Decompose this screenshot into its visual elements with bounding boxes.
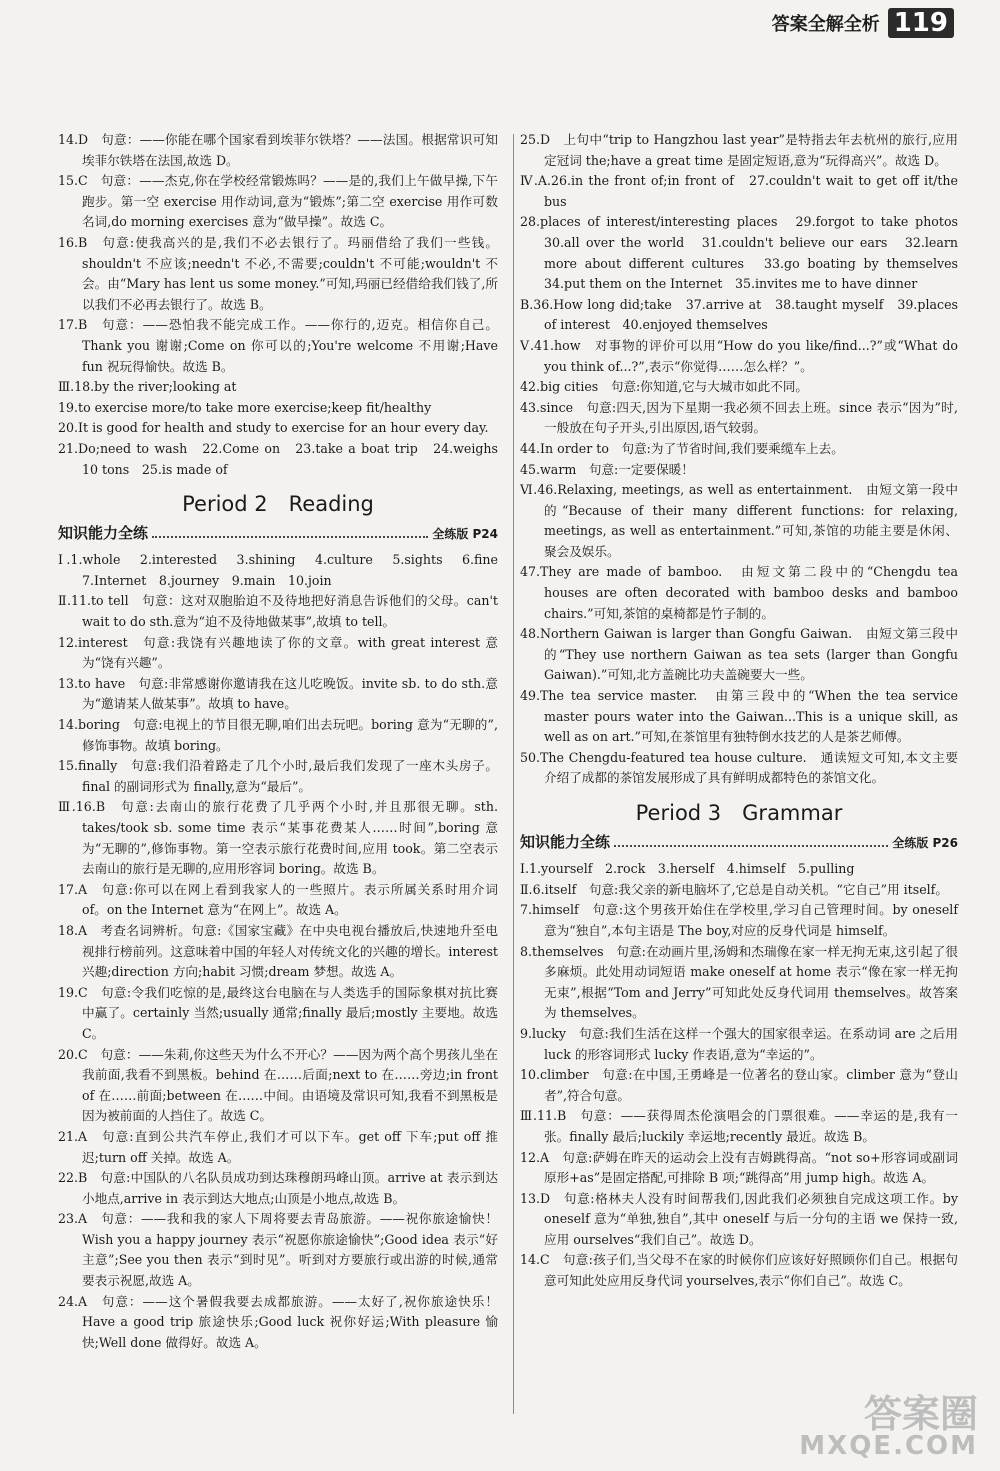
watermark-url: MXQE.COM (799, 1431, 978, 1461)
answer-entry: 44.In order to 句意:为了节省时间,我们要乘缆车上去。 (520, 440, 844, 456)
answer-entry: 14.boring 句意:电视上的节目很无聊,咱们出去玩吧。boring 意为“无聊的”,修饰事物。故填 boring。 (58, 717, 498, 753)
answer-entry: 21.A 句意:直到公共汽车停止,我们才可以下车。get off 下车;put off 推迟;turn off 关掉。故选 A。 (58, 1128, 498, 1165)
period-3-title: Period 3 Grammar (635, 801, 843, 825)
answer-entry: 42.big cities 句意:你知道,它与大城市如此不同。 (520, 379, 809, 395)
answer-entry: 17.A 句意:你可以在网上看到我家人的一些照片。表示所属关系时用介词 of。on the Internet 意为“在网上”。故选 A。 (58, 881, 498, 918)
answer-entry: Ⅱ.6.itself 句意:我父亲的新电脑坏了,它总是自动关机。“它自己”用 itself。 (520, 881, 948, 897)
answer-entry: Ⅵ.46.Relaxing, meetings, as well as entertainment. 由短文第一段中的“Because of their many different functions: for relaxing, meetings, as well as entertainment.”可知,茶馆的功能主要是休闲、聚会及娱乐。 (520, 482, 958, 559)
answer-entry: 28.places of interest/interesting places 29.forgot to take photos 30.all over the world 31.couldn't believe our ears 32.learn more about different cultures 33.go boating by themselves 34.put them on the Internet 35.invites me to have dinner (520, 214, 971, 292)
answer-entry: 48.Northern Gaiwan is larger than Gongfu Gaiwan. 由短文第三段中的“They use northern Gaiwan as tea sets (larger than Gongfu Gaiwan).”可知,北方盖碗比功夫盖碗要大一些。 (520, 626, 958, 683)
answer-entry: Ⅴ.41.how 对事物的评价可以用“How do you like/find...?”或“What do you think of...?”,表示“你觉得……怎么样？”。 (520, 337, 958, 374)
answer-entry: 18.A 考查名词辨析。句意:《国家宝藏》在中央电视台播放后,快速地升至电视排行榜前列。这意味着中国的年轻人对传统文化的兴趣的增长。interest 兴趣;direction 方向;habit 习惯;dream 梦想。故选 A。 (58, 922, 498, 980)
answer-entry: 10.climber 句意:在中国,王勇峰是一位著名的登山家。climber 意为“登山者”,符合句意。 (520, 1067, 958, 1103)
dotted-leader (614, 845, 888, 847)
answer-entry: 12.interest 句意:我饶有兴趣地读了你的文章。with great interest 意为“饶有兴趣”。 (58, 634, 498, 671)
watermark-logo (799, 1392, 978, 1461)
answer-entry: 19.to exercise more/to take more exercise;keep fit/healthy (58, 399, 432, 415)
period-2-title: Period 2 Reading (182, 492, 374, 517)
header-title: 答案全解全析 (771, 14, 880, 35)
answer-entry: 14.D 句意：——你能在哪个国家看到埃菲尔铁塔？——法国。根据常识可知埃菲尔铁塔在法国,故选 D。 (58, 132, 498, 168)
section-header-right (520, 832, 958, 854)
answer-entry: Ⅲ.11.B 句意：——获得周杰伦演唱会的门票很难。——幸运的是,我有一张。finally 最后;luckily 幸运地;recently 最近。故选 B。 (520, 1108, 958, 1144)
watermark-text: 答案圈 (863, 1392, 978, 1436)
section-title: 知识能力全练 (58, 523, 149, 542)
answer-entry: 20.It is good for health and study to exercise for an hour every day. (58, 420, 489, 436)
answer-entry: Ⅲ.16.B 句意:去南山的旅行花费了几乎两个小时,并且那很无聊。sth. takes/took sb. some time 表示“某事花费某人……时间”,boring 意为“无聊的”,修饰事物。第一空表示旅行花费时间,应用 took。第二空表示去南山的旅行是无聊的,应用形容词 boring。故选 B。 (58, 799, 498, 877)
answer-entry: 20.C 句意：——朱莉,你这些天为什么不开心？——因为两个高个男孩儿坐在我前面,我看不到黑板。behind 在……后面;next to 在……旁边;in front of 在……前面;between 在……中间。由语境及常识可知,我看不到黑板是因为被前面的人挡住了。故选 C。 (58, 1046, 498, 1124)
answer-entry: Ⅰ.1.whole 2.interested 3.shining 4.culture 5.sights 6.fine 7.Internet 8.journey 9.main 10.join (58, 552, 511, 588)
answer-entry: B.36.How long did;take 37.arrive at 38.taught myself 39.places of interest 40.enjoyed themselves (520, 296, 958, 333)
answer-entry: 16.B 句意:使我高兴的是,我们不必去银行了。玛丽借给了我们一些钱。shouldn't 不应该;needn't 不必,不需要;couldn't 不可能;wouldn't 不会。由“Mary has lent us some money.”可知,玛丽已经借给我们钱了,所以我们不必再去银行了。故选 B。 (58, 234, 498, 312)
answer-entry: 13.to have 句意:非常感谢你邀请我在这儿吃晚饭。invite sb. to do sth.意为“邀请某人做某事”。故填 to have。 (58, 675, 498, 712)
answer-entry: 24.A 句意：——这个暑假我要去成都旅游。——太好了,祝你旅途快乐！Have a good trip 旅途快乐;Good luck 祝你好运;With pleasure 愉快;Well done 做得好。故选 A。 (58, 1293, 498, 1350)
page-header (772, 8, 954, 38)
answer-entry: 9.lucky 句意:我们生活在这样一个强大的国家很幸运。在系动词 are 之后用 luck 的形容词形式 lucky 作表语,意为“幸运的”。 (520, 1025, 958, 1062)
dotted-leader (152, 536, 428, 538)
answer-entry: 25.D 上句中“trip to Hangzhou last year”是特指去年去杭州的旅行,应用定冠词 the;have a great time 是固定短语,意为“玩得高兴”。故选 D。 (520, 132, 958, 168)
answer-entry: 12.A 句意:萨姆在昨天的运动会上没有吉姆跳得高。“not so+形容词或副词原形+as”是固定搭配,可排除 B 项;“跳得高”用 jump high。故选 A。 (520, 1149, 958, 1186)
answer-entry: 50.The Chengdu-featured tea house culture. 通读短文可知,本文主要介绍了成都的茶馆发展形成了具有鲜明成都特色的茶馆文化。 (520, 749, 958, 786)
answer-entry: Ⅲ.18.by the river;looking at (58, 379, 237, 395)
answer-entry: 43.since 句意:四天,因为下星期一我必须不回去上班。since 表示“因为”时,一般放在句子开头,引出原因,语气较弱。 (520, 399, 958, 436)
answer-entry: 45.warm 句意:一定要保暖！ (520, 461, 694, 477)
section-ref: 全练版 P24 (432, 526, 498, 541)
section-ref: 全练版 P26 (892, 835, 958, 850)
answer-entry: 22.B 句意:中国队的八名队员成功到达珠穆朗玛峰山顶。arrive at 表示到达小地点,arrive in 表示到达大地点;山顶是小地点,故选 B。 (58, 1170, 498, 1206)
answer-entry: 7.himself 句意:这个男孩开始住在学校里,学习自己管理时间。by oneself 意为“独自”,本句主语是 The boy,对应的反身代词是 himself。 (520, 902, 958, 938)
answer-entry: Ⅱ.11.to tell 句意：这对双胞胎迫不及待地把好消息告诉他们的父母。can't wait to do sth.意为“迫不及待地做某事”,故填 to tell。 (58, 593, 498, 630)
answer-entry: Ⅳ.A.26.in the front of;in front of 27.couldn't wait to get off it/the bus (520, 173, 958, 209)
answer-entry: 17.B 句意：——恐怕我不能完成工作。——你行的,迈克。相信你自己。Thank you 谢谢;Come on 你可以的;You're welcome 不用谢;Have fun 祝玩得愉快。故选 B。 (58, 317, 498, 374)
section-header-left (58, 523, 498, 545)
answer-entry: 15.finally 句意:我们沿着路走了几个小时,最后我们发现了一座木头房子。final 的副词形式为 finally,意为“最后”。 (58, 758, 498, 794)
answer-entry: 15.C 句意：——杰克,你在学校经常锻炼吗？——是的,我们上午做早操,下午跑步。第一空 exercise 用作动词,意为“锻炼”;第二空 exercise 用作可数名词,do morning exercises 意为“做早操”。故选 C。 (58, 173, 498, 230)
answer-entry: Ⅰ.1.yourself 2.rock 3.herself 4.himself 5.pulling (520, 861, 855, 877)
answer-entry: 21.Do;need to wash 22.Come on 23.take a boat trip 24.weighs 10 tons 25.is made of (58, 440, 498, 477)
page-number: 119 (888, 8, 954, 38)
column-divider (513, 134, 514, 1414)
right-column (520, 130, 971, 1292)
left-column (58, 130, 511, 1353)
answer-entry: 13.D 句意:格林夫人没有时间帮我们,因此我们必须独自完成这项工作。by oneself 意为“单独,独自”,其中 oneself 与后一分句的主语 we 保持一致,应用 ourselves“我们自己”。故选 D。 (520, 1190, 958, 1247)
section-title: 知识能力全练 (520, 832, 611, 851)
answer-entry: 49.The tea service master. 由第三段中的“When the tea service master pours water into the Gaiwan...This is a unique skill, as well as on art.”可知,在茶馆里有独特倒水技艺的人是茶艺师傅。 (520, 688, 958, 745)
answer-entry: 14.C 句意:孩子们,当父母不在家的时候你们应该好好照顾你们自己。根据句意可知此处应用反身代词 yourselves,表示“你们自己”。故选 C。 (520, 1252, 958, 1289)
answer-entry: 23.A 句意：——我和我的家人下周将要去青岛旅游。——祝你旅途愉快！Wish you a happy journey 表示“祝愿你旅途愉快”;Good idea 表示“好主意”;See you then 表示“到时见”。听到对方要旅行或出游的时候,通常要表示祝愿,故选 A。 (58, 1211, 498, 1289)
answer-entry: 8.themselves 句意:在动画片里,汤姆和杰瑞像在家一样无拘无束,这引起了很多麻烦。此处用动词短语 make oneself at home 表示“像在家一样无拘无束”,根据“Tom and Jerry”可知此处反身代词用 themselves。故答案为 themselves。 (520, 943, 958, 1021)
answer-entry: 19.C 句意:令我们吃惊的是,最终这台电脑在与人类选手的国际象棋对抗比赛中赢了。certainly 当然;usually 通常;finally 最后;mostly 主要地。故选 C。 (58, 984, 498, 1041)
answer-entry: 47.They are made of bamboo. 由短文第二段中的“Chengdu tea houses are often decorated with bamboo desks and bamboo chairs.”可知,茶馆的桌椅都是竹子制的。 (520, 564, 958, 621)
